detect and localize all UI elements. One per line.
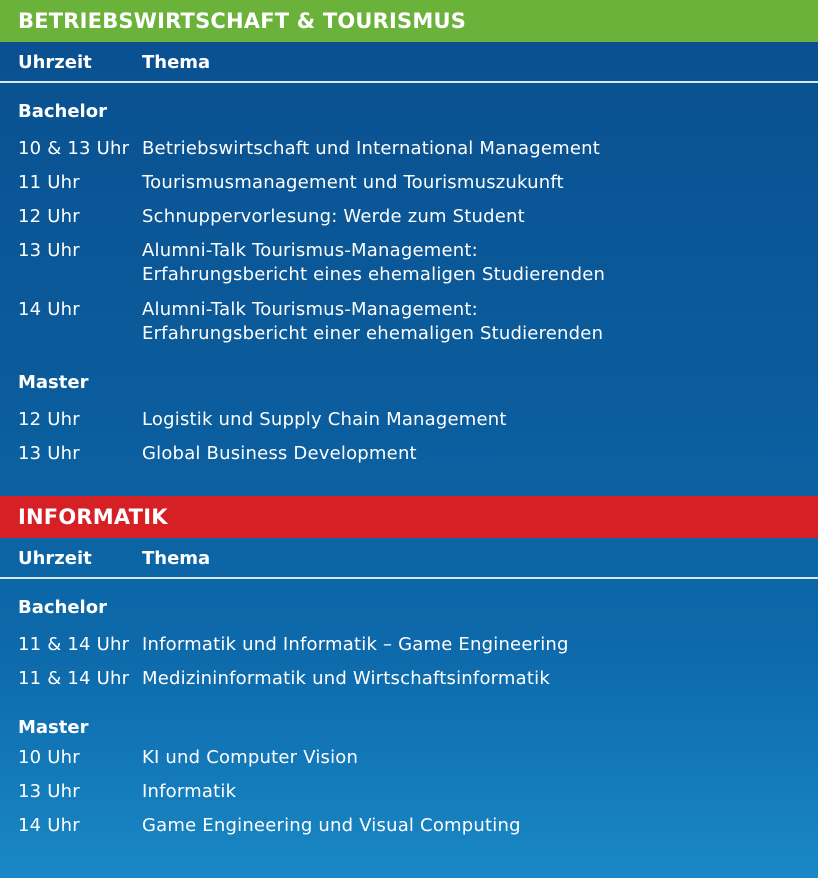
row-time: 10 Uhr [18,747,80,768]
group-label-master: Master [18,372,89,393]
row-time: 11 Uhr [18,172,80,193]
row-topic: Schnuppervorlesung: Werde zum Student [142,206,525,227]
row-time: 14 Uhr [18,299,80,320]
column-header-row [0,43,818,83]
row-topic: Alumni-Talk Tourismus-Management: Erfahrungsbericht eines ehemaligen Studierenden [142,240,606,285]
row-topic: KI und Computer Vision [142,747,359,768]
row-time: 13 Uhr [18,781,80,802]
section-header-informatik: INFORMATIK [0,496,818,538]
row-topic: Betriebswirtschaft und International Management [142,138,600,159]
row-topic: Tourismusmanagement und Tourismuszukunft [142,172,564,193]
row-topic: Global Business Development [142,443,417,464]
row-time: 12 Uhr [18,409,80,430]
row-topic: Logistik und Supply Chain Management [142,409,507,430]
row-time: 11 & 14 Uhr [18,668,130,689]
column-header-time: Uhrzeit [18,52,92,73]
column-header-row [0,539,818,579]
row-time: 13 Uhr [18,240,80,261]
column-header-topic: Thema [142,548,211,569]
column-header-time: Uhrzeit [18,548,92,569]
row-topic: Alumni-Talk Tourismus-Management: Erfahrungsbericht einer ehemaligen Studierenden [142,299,604,344]
row-topic: Informatik [142,781,237,802]
group-label-bachelor: Bachelor [18,597,107,618]
row-topic: Medizininformatik und Wirtschaftsinformatik [142,668,550,689]
row-topic: Informatik und Informatik – Game Engineering [142,634,569,655]
row-time: 11 & 14 Uhr [18,634,130,655]
section-header-betriebswirtschaft: BETRIEBSWIRTSCHAFT & TOURISMUS [0,0,818,42]
group-label-bachelor: Bachelor [18,101,107,122]
row-time: 14 Uhr [18,815,80,836]
row-time: 12 Uhr [18,206,80,227]
row-time: 13 Uhr [18,443,80,464]
row-time: 10 & 13 Uhr [18,138,130,159]
column-header-topic: Thema [142,52,211,73]
group-label-master: Master [18,717,89,738]
row-topic: Game Engineering und Visual Computing [142,815,521,836]
